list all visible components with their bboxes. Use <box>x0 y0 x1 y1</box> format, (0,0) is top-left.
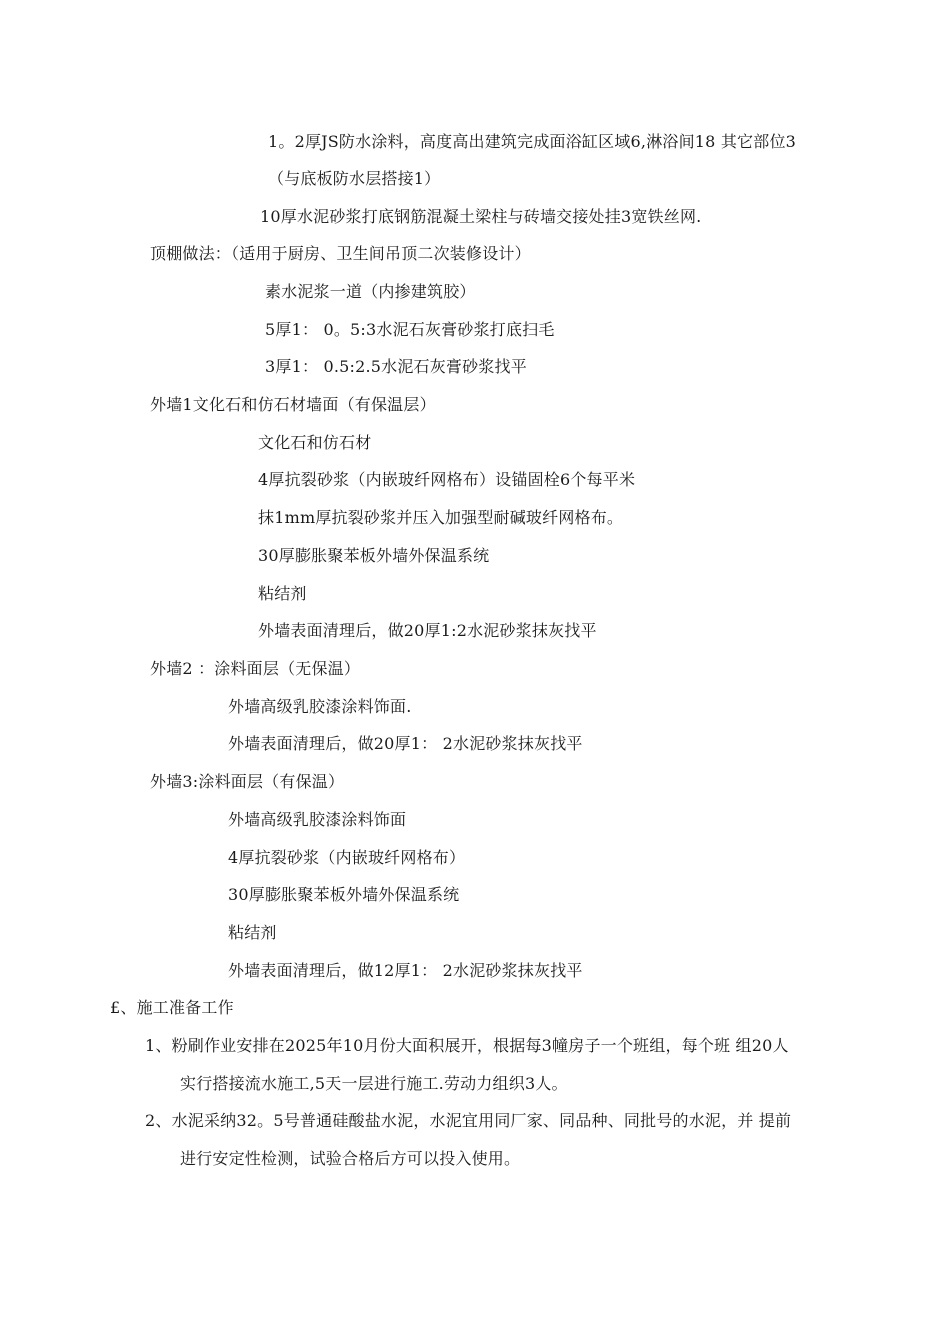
ceiling-heading: 顶棚做法：（适用于厨房、卫生间吊顶二次装修设计） <box>150 244 531 263</box>
waterproof-line-3: 10厚水泥砂浆打底钢筋混凝土梁柱与砖墙交接处挂3宽铁丝网. <box>260 207 702 226</box>
wall1-item: 外墙表面清理后，做20厚1:2水泥砂浆抹灰找平 <box>258 621 597 640</box>
wall2-item: 外墙高级乳胶漆涂料饰面. <box>228 697 412 716</box>
wall3-heading: 外墙3:涂料面层（有保温） <box>150 772 345 791</box>
wall3-item: 外墙表面清理后，做12厚1： 2水泥砂浆抹灰找平 <box>228 961 583 980</box>
ceiling-item: 5厚1： 0。5:3水泥石灰膏砂浆打底扫毛 <box>265 320 555 339</box>
prep-heading: £、施工准备工作 <box>110 998 234 1017</box>
wall1-item: 抹1mm厚抗裂砂浆并压入加强型耐碱玻纤网格布。 <box>258 508 624 527</box>
ceiling-item: 素水泥浆一道（内掺建筑胶） <box>265 282 476 301</box>
prep-item-2-line-1: 2、水泥采纳32。5号普通硅酸盐水泥，水泥宜用同厂家、同品种、同批号的水泥，并 提前 <box>145 1111 792 1130</box>
wall2-item: 外墙表面清理后，做20厚1： 2水泥砂浆抹灰找平 <box>228 734 583 753</box>
prep-item-2-line-2: 进行安定性检测，试验合格后方可以投入使用。 <box>180 1149 521 1168</box>
wall1-heading: 外墙1文化石和仿石材墙面（有保温层） <box>150 395 436 414</box>
wall3-item: 4厚抗裂砂浆（内嵌玻纤网格布） <box>228 848 466 867</box>
wall3-item: 粘结剂 <box>228 923 277 942</box>
wall1-item: 4厚抗裂砂浆（内嵌玻纤网格布）设锚固栓6个每平米 <box>258 470 636 489</box>
wall2-heading: 外墙2 ：涂料面层（无保温） <box>150 659 361 678</box>
wall3-item: 30厚膨胀聚苯板外墙外保温系统 <box>228 885 460 904</box>
waterproof-line-2: （与底板防水层搭接1） <box>268 169 441 188</box>
wall1-item: 30厚膨胀聚苯板外墙外保温系统 <box>258 546 490 565</box>
ceiling-item: 3厚1： 0.5:2.5水泥石灰膏砂浆找平 <box>265 357 527 376</box>
wall3-item: 外墙高级乳胶漆涂料饰面 <box>228 810 407 829</box>
prep-item-1-line-1: 1、粉刷作业安排在2025年10月份大面积展开，根据每3幢房子一个班组，每个班 组20人 <box>145 1036 789 1055</box>
prep-item-1-line-2: 实行搭接流水施工,5天一层进行施工.劳动力组织3人。 <box>180 1074 568 1093</box>
wall1-item: 文化石和仿石材 <box>258 433 372 452</box>
wall1-item: 粘结剂 <box>258 584 307 603</box>
waterproof-line-1: 1。2厚JS防水涂料，高度高出建筑完成面浴缸区域6,淋浴间18 其它部位3 <box>268 132 797 151</box>
